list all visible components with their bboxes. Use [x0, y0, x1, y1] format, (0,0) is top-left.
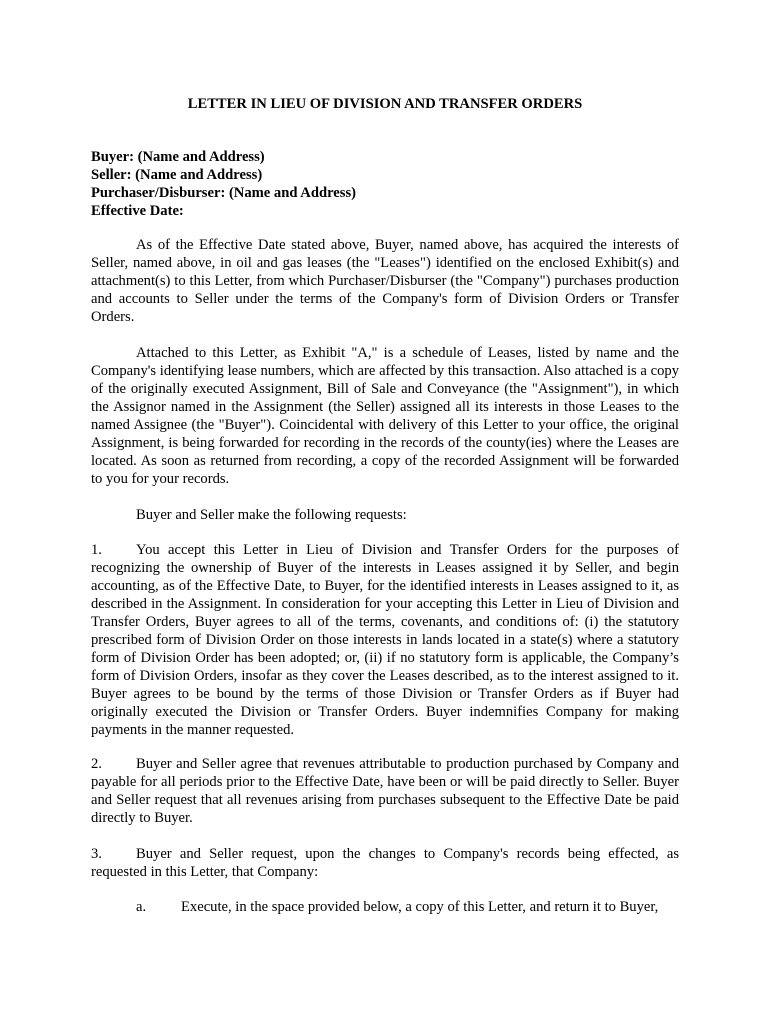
seller-line: Seller: (Name and Address) [91, 167, 263, 183]
sub-item-text: Execute, in the space provided below, a copy of this Letter, and return it to Buyer, [181, 899, 659, 915]
effective-date-line: Effective Date: [91, 203, 184, 219]
paragraph-effective-date: As of the Effective Date stated above, Buyer, named above, has acquired the interests of Seller, named above, in oil and gas leases (the "Leases") identified on the enclosed Exhibit(s) and attachment(s) to this Letter, from which Purchaser/Disburser (the "Company") purchases production and accounts to Seller under the terms of the Company's form of Division Orders or Transfer Orders. [91, 237, 679, 325]
numbered-item-2 [91, 755, 679, 827]
paragraph-exhibit-a: Attached to this Letter, as Exhibit "A," is a schedule of Leases, listed by name and the Company's identifying lease numbers, which are affected by this transaction. Also attached is a copy of the originally executed Assignment, Bill of Sale and Conveyance (the "Assignment"), in which the Assignor named in the Assignment (the Seller) assigned all its interests in those Leases to the named Assignee (the "Buyer"). Coincidental with delivery of this Letter to your office, the original Assignment, is being forwarded for recording in the records of the county(ies) where the Leases are located. As soon as returned from recording, a copy of the recorded Assignment will be forwarded to you for your records. [91, 345, 679, 487]
numbered-item-text: Buyer and Seller agree that revenues attributable to production purchased by Company and payable for all periods prior to the Effective Date, have been or will be paid directly to Seller. Buyer and Seller request that all revenues arising from purchases subsequent to the Effective Date be paid directly to Buyer. [91, 756, 679, 826]
numbered-item-label: 3. [91, 846, 102, 862]
document-title: LETTER IN LIEU OF DIVISION AND TRANSFER ORDERS [187, 96, 583, 112]
numbered-item-1 [91, 541, 679, 739]
numbered-item-3 [91, 845, 679, 881]
numbered-item-label: 2. [91, 756, 102, 772]
purchaser-line: Purchaser/Disburser: (Name and Address) [91, 185, 356, 201]
buyer-line: Buyer: (Name and Address) [91, 149, 265, 165]
sub-item-a [136, 898, 679, 916]
party-header-block [91, 148, 679, 220]
sub-item-label: a. [136, 899, 147, 915]
paragraph-requests-intro: Buyer and Seller make the following requests: [136, 507, 407, 523]
numbered-item-text: Buyer and Seller request, upon the changes to Company's records being effected, as requested in this Letter, that Company: [91, 846, 679, 880]
numbered-item-label: 1. [91, 542, 102, 558]
numbered-item-text: You accept this Letter in Lieu of Division and Transfer Orders for the purposes of recognizing the ownership of Buyer of the interests in Leases assigned it by Seller, and begin accounting, as of the Effective Date, to Buyer, for the identified interests in Leases assigned to it, as described in the Assignment. In consideration for your accepting this Letter in Lieu of Division and Transfer Orders, Buyer agrees to all of the terms, covenants, and conditions of: (i) the statutory prescribed form of Division Order on those interests in lands located in a state(s) where a statutory form of Division Order has been adopted; or, (ii) if no statutory form is applicable, the Company’s form of Division Orders, insofar as they cover the Leases described, as to the interest assigned to it. Buyer agrees to be bound by the terms of those Division or Transfer Orders as if Buyer had originally executed the Division or Transfer Orders. Buyer indemnifies Company for making payments in the manner requested. [91, 542, 679, 738]
